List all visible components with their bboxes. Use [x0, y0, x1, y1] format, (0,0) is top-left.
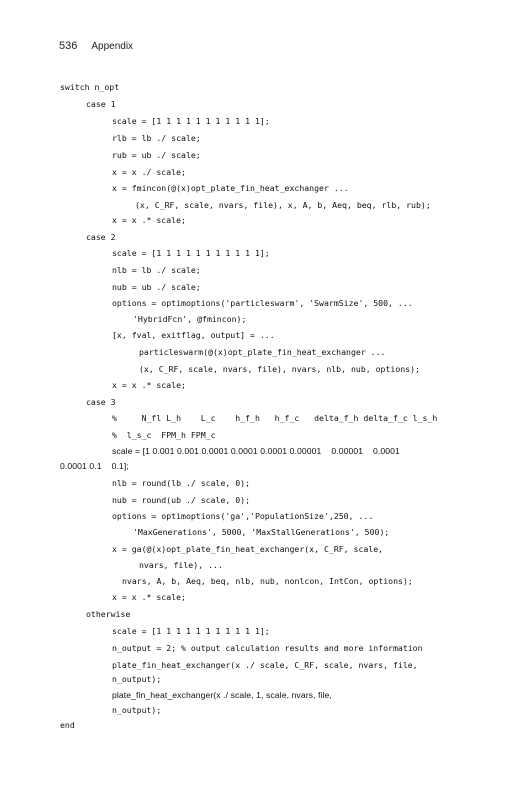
- code-line: case 1: [86, 99, 116, 109]
- code-line: otherwise: [86, 609, 131, 619]
- running-head-section: Appendix: [91, 41, 134, 52]
- code-line: scale = [1 1 1 1 1 1 1 1 1 1 1];: [112, 626, 270, 636]
- code-line: (x, C_RF, scale, nvars, file), nvars, nlb, nub, options);: [139, 364, 420, 374]
- code-line: n_output);: [112, 705, 162, 715]
- code-line: scale = [1 1 1 1 1 1 1 1 1 1 1];: [112, 116, 270, 126]
- code-line: rub = ub ./ scale;: [112, 150, 201, 160]
- code-line: particleswarm(@(x)opt_plate_fin_heat_exchanger ...: [139, 347, 386, 357]
- code-line: 0.0001 0.1 0.1];: [60, 461, 129, 471]
- code-line: x = x .* scale;: [112, 215, 186, 225]
- code-line: plate_fin_heat_exchanger(x ./ scale, 1, scale, nvars, file,: [112, 690, 332, 700]
- code-line: rlb = lb ./ scale;: [112, 133, 201, 143]
- code-line: nub = round(ub ./ scale, 0);: [112, 495, 251, 505]
- code-line: end: [60, 720, 75, 730]
- code-line: case 2: [86, 232, 116, 242]
- code-line: x = x .* scale;: [112, 592, 186, 602]
- code-line: scale = [1 1 1 1 1 1 1 1 1 1 1];: [112, 248, 270, 258]
- code-line: x = ga(@(x)opt_plate_fin_heat_exchanger(x, C_RF, scale,: [112, 544, 384, 554]
- code-line: % l_s_c FPM_h FPM_c: [112, 430, 216, 440]
- page-number: 536: [59, 40, 78, 52]
- code-line: n_output = 2; % output calculation results and more information: [112, 643, 423, 653]
- code-line: options = optimoptions('particleswarm', 'SwarmSize', 500, ...: [112, 298, 413, 308]
- code-line: scale = [1 0.001 0.001 0.0001 0.0001 0.0001 0.00001 0.00001 0.0001: [112, 446, 400, 456]
- code-line: x = x ./ scale;: [112, 167, 186, 177]
- code-line: nvars, A, b, Aeq, beq, nlb, nub, nonlcon, IntCon, options);: [122, 576, 413, 586]
- code-line: x = fmincon(@(x)opt_plate_fin_heat_exchanger ...: [112, 183, 349, 193]
- code-line: nub = ub ./ scale;: [112, 282, 201, 292]
- code-line: x = x .* scale;: [112, 380, 186, 390]
- code-line: nlb = lb ./ scale;: [112, 265, 201, 275]
- code-line: n_output);: [112, 674, 162, 684]
- code-line: (x, C_RF, scale, nvars, file), x, A, b, Aeq, beq, rlb, rub);: [135, 200, 431, 210]
- code-line: switch n_opt: [60, 82, 120, 92]
- code-line: nvars, file), ...: [139, 560, 223, 570]
- code-line: [x, fval, exitflag, output] = ...: [112, 330, 275, 340]
- code-line: plate_fin_heat_exchanger(x ./ scale, C_RF, scale, nvars, file,: [112, 660, 418, 670]
- code-line: nlb = round(lb ./ scale, 0);: [112, 478, 251, 488]
- code-line: 'HybridFcn', @fmincon);: [133, 314, 247, 324]
- code-line: 'MaxGenerations', 5000, 'MaxStallGenerations', 500);: [133, 527, 390, 537]
- code-line: % N_fl L_h L_c h_f_h h_f_c delta_f_h delta_f_c l_s_h: [112, 413, 438, 423]
- code-line: options = optimoptions('ga','PopulationSize',250, ...: [112, 511, 374, 521]
- code-line: case 3: [86, 397, 116, 407]
